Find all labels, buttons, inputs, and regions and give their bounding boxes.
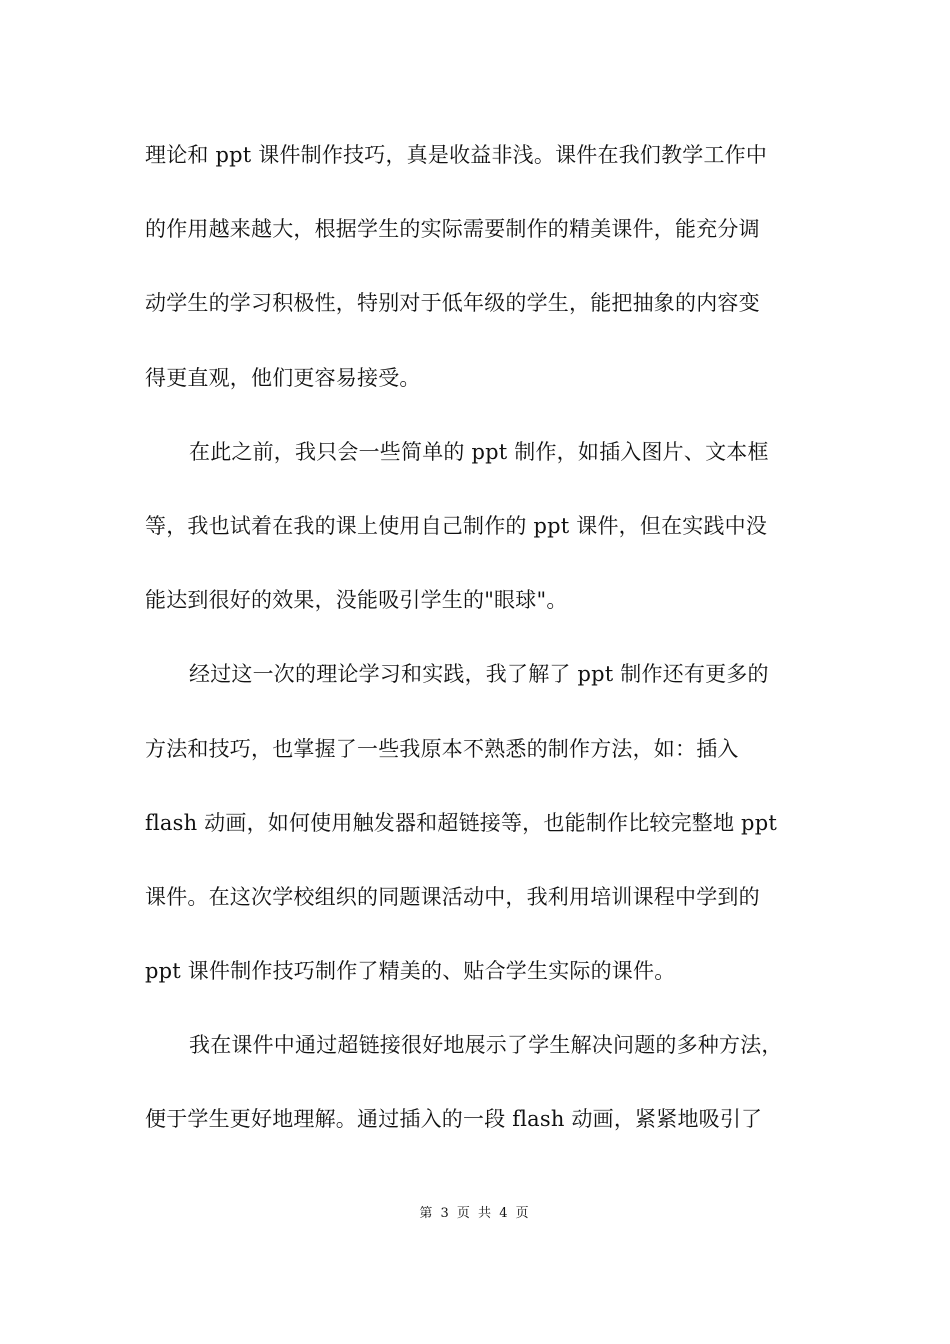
text-line: 得更直观，他们更容易接受。 xyxy=(145,365,421,390)
text-line: 等，我也试着在我的课上使用自己制作的 ppt 课件，但在实践中没 xyxy=(145,513,768,538)
text-line: 的作用越来越大，根据学生的实际需要制作的精美课件，能充分调 xyxy=(145,217,760,242)
text-line: flash 动画，如何使用触发器和超链接等，也能制作比较完整地 ppt xyxy=(145,810,777,835)
page-number-footer: 第 3 页 共 4 页 xyxy=(419,1206,531,1221)
text-line: ppt 课件制作技巧制作了精美的、贴合学生实际的课件。 xyxy=(145,959,676,984)
document-body xyxy=(145,132,811,1171)
text-line: 便于学生更好地理解。通过插入的一段 flash 动画，紧紧地吸引了 xyxy=(145,1107,763,1132)
text-line: 理论和 ppt 课件制作技巧，真是收益非浅。课件在我们教学工作中 xyxy=(145,143,768,167)
text-line: 能达到很好的效果，没能吸引学生的"眼球"。 xyxy=(145,588,568,613)
paragraph-first-line: 经过这一次的理论学习和实践，我了解了 ppt 制作还有更多的 xyxy=(189,662,769,687)
text-line: 动学生的学习积极性，特别对于低年级的学生，能把抽象的内容变 xyxy=(145,291,760,316)
text-line: 方法和技巧，也掌握了一些我原本不熟悉的制作方法，如：插入 xyxy=(145,736,739,761)
paragraph-first-line: 我在课件中通过超链接很好地展示了学生解决问题的多种方法， xyxy=(189,1033,783,1058)
paragraph-first-line: 在此之前，我只会一些简单的 ppt 制作，如插入图片、文本框 xyxy=(189,439,769,464)
text-line: 课件。在这次学校组织的同题课活动中，我利用培训课程中学到的 xyxy=(145,884,760,909)
